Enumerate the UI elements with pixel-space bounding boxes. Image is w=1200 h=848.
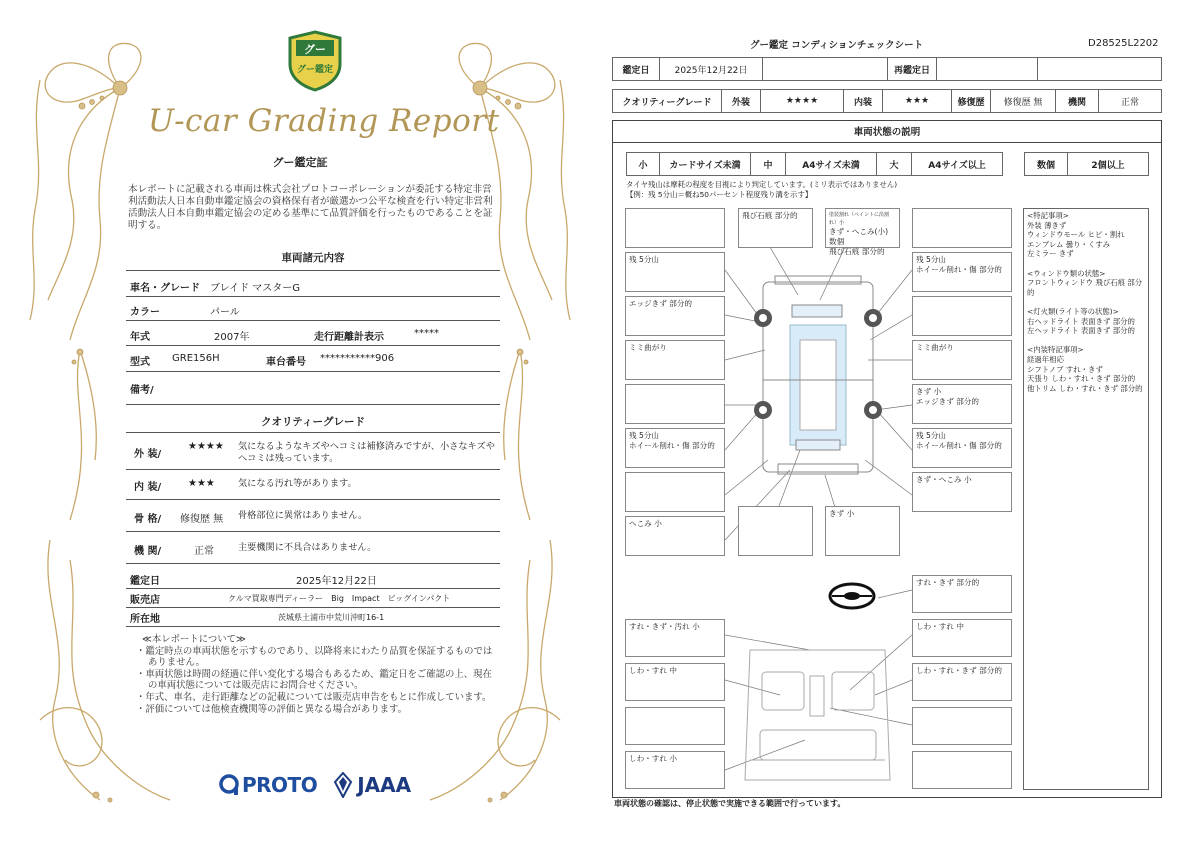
damage-note: 飛び石痕 部分的	[742, 211, 798, 220]
damage-box	[912, 340, 1012, 380]
engine-value: 正常	[194, 546, 214, 557]
exterior-text: 気になるようなキズやヘコミは補修済みですが、小さなキズやヘコミは残っています。	[238, 441, 495, 464]
damage-box	[912, 619, 1012, 657]
dealer-value: クルマ買取専門ディーラー Big Impact ビッグインパクト	[228, 594, 451, 603]
damage-note: きず・へこみ 小	[916, 475, 972, 484]
tire-note-1: タイヤ残山は摩耗の程度を目視により判定しています。(ミリ表示ではありません)	[626, 180, 898, 189]
damage-box	[825, 208, 900, 256]
damage-note: しわ・すれ 小	[629, 754, 677, 763]
damage-box	[738, 506, 813, 556]
color-value: パール	[210, 307, 240, 318]
proto-logo	[218, 773, 317, 797]
damage-note: しわ・すれ 中	[629, 666, 677, 675]
damage-note: エッジきず 部分的	[629, 299, 693, 308]
interior-view	[745, 650, 890, 780]
divider	[126, 345, 500, 346]
divider	[126, 499, 500, 500]
damage-box	[738, 208, 813, 248]
notes-line: <灯火類(ライト等の状態)>	[1027, 306, 1119, 316]
quality-label: クオリティーグレード	[612, 89, 722, 113]
notes-spacer	[1027, 297, 1145, 307]
logo-bar	[218, 770, 411, 800]
ext-label: 外装	[721, 89, 761, 113]
size-mid-desc: A4サイズ未満	[785, 152, 877, 176]
notes-line: <ウィンドウ類の状態>	[1027, 268, 1106, 278]
interior-text: 気になる汚れ等があります。	[238, 478, 357, 489]
desc-title: 車両状態の説明	[612, 120, 1162, 143]
damage-note: へこみ 小	[629, 519, 662, 528]
int-label: 内装	[843, 89, 883, 113]
note-item: ・鑑定時点の車両状態を示すものであり、以降将来にわたり品質を保証するものではありません。	[136, 645, 493, 669]
size-small: 小	[626, 152, 660, 176]
damage-note: ホイール削れ・傷 部分的	[916, 441, 1002, 450]
damage-note: すれ・きず・汚れ 小	[629, 622, 700, 631]
report-notes	[136, 634, 496, 715]
svg-text:グー鑑定: グー鑑定	[296, 65, 334, 75]
date-label: 鑑定日	[130, 576, 160, 587]
divider	[126, 270, 500, 271]
steering-wheel-icon	[830, 584, 874, 608]
damage-box	[625, 516, 725, 556]
report-title: U-car Grading Report	[148, 103, 500, 139]
remarks-label: 備考/	[130, 385, 154, 396]
size-large-desc: A4サイズ以上	[911, 152, 1003, 176]
spec-title: 車両諸元内容	[281, 252, 345, 264]
damage-box	[912, 208, 1012, 248]
repair-value: 修復歴 無	[990, 89, 1056, 113]
notes-line: 天張り しわ・すれ・きず 部分的	[1027, 374, 1136, 384]
name-value: ブレイド マスターG	[210, 283, 301, 294]
notes-line: 右ヘッドライト 表面きず 部分的	[1027, 316, 1135, 326]
repair-label: 修復歴	[951, 89, 991, 113]
damage-note: 飛び石痕 部分的	[829, 247, 885, 256]
notes-line: 経過年相応	[1027, 354, 1064, 364]
damage-note: きず 小	[829, 509, 855, 518]
damage-note: ミミ曲がり	[629, 343, 667, 352]
goo-kantei-badge	[286, 30, 344, 92]
int-stars: ★★★	[882, 89, 952, 113]
damage-box	[912, 751, 1012, 789]
exterior-label: 外 装/	[134, 449, 162, 460]
size-large: 大	[876, 152, 912, 176]
damage-note: すれ・きず 部分的	[916, 578, 980, 587]
dealer-label: 販売店	[130, 595, 160, 606]
chassis-value: ***********906	[320, 353, 395, 364]
notes-line: 他トリム しわ・すれ・きず 部分的	[1027, 383, 1143, 393]
model-label: 型式	[130, 357, 150, 368]
date-value: 2025年12月22日	[659, 57, 763, 81]
damage-box	[625, 208, 725, 248]
note-item: ・評価については他検査機関等の評価と異なる場合があります。	[136, 703, 407, 715]
note-item: ・車両状態は時間の経過に伴い変化する場合もあるため、鑑定日をご確認の上、現在の車両状態については販売店にお問合せください。	[136, 668, 492, 692]
notes-line: 左ミラー きず	[1027, 249, 1074, 259]
engine-text: 主要機関に不具合はありません。	[238, 542, 377, 553]
proto-mark-icon	[218, 773, 242, 797]
address-label: 所在地	[130, 614, 160, 625]
damage-box	[625, 428, 725, 468]
notes-line: フロントウィンドウ 飛び石痕 部分的	[1027, 278, 1143, 297]
quality-title: クオリティーグレード	[261, 416, 365, 428]
notes-line: <内装特記事項>	[1027, 345, 1084, 355]
damage-box	[912, 384, 1012, 424]
damage-note: エッジきず 部分的	[916, 397, 980, 406]
engine-label: 機関	[1055, 89, 1099, 113]
address-value: 茨城県土浦市中荒川沖町16-1	[278, 613, 385, 622]
divider	[126, 320, 500, 321]
damage-box	[912, 296, 1012, 336]
engine-value: 正常	[1098, 89, 1162, 113]
count-value: 2個以上	[1067, 152, 1149, 176]
year-value: 2007年	[214, 332, 250, 343]
note-item: ・年式、車名、走行距離などの記載については販売店申告をもとに作成しています。	[136, 691, 492, 703]
svg-text:グー: グー	[304, 43, 326, 56]
jaaa-logo	[333, 772, 411, 798]
damage-box	[625, 340, 725, 380]
damage-box	[912, 575, 1012, 613]
divider	[126, 531, 500, 532]
damage-box	[912, 252, 1012, 292]
engine-label: 機 関/	[134, 546, 162, 557]
divider	[126, 469, 500, 470]
car-top-view	[763, 276, 873, 474]
sheet-id: D28525L2202	[1088, 38, 1159, 49]
interior-stars: ★★★	[188, 478, 215, 489]
size-small-desc: カードサイズ未満	[659, 152, 751, 176]
divider	[126, 626, 500, 627]
notes-line: シフトノブ すれ・きず	[1027, 364, 1103, 374]
cert-title: グー鑑定証	[272, 156, 328, 169]
exterior-stars: ★★★★	[188, 441, 224, 452]
damage-box	[625, 751, 725, 789]
damage-note: ホイール削れ・傷 部分的	[629, 441, 715, 450]
condition-check-sheet	[600, 0, 1200, 848]
notes-line: ウィンドウモール ヒビ・割れ	[1027, 230, 1125, 240]
jaaa-logo-text: JAAA	[357, 773, 412, 797]
date-value: 2025年12月22日	[296, 576, 377, 587]
sheet-footer: 車両状態の確認は、停止状態で実施できる範囲で行っています。	[614, 799, 846, 808]
frame-label: 骨 格/	[134, 514, 162, 525]
damage-box	[912, 428, 1012, 468]
damage-box	[625, 472, 725, 512]
notes-line: 外装 薄きず	[1027, 220, 1067, 230]
damage-note: 残 5分山	[629, 431, 660, 440]
damage-box	[625, 663, 725, 701]
damage-box	[912, 472, 1012, 512]
jaaa-mark-icon	[333, 772, 353, 798]
damage-note: きず 小	[916, 387, 942, 396]
divider	[126, 371, 500, 372]
divider	[126, 588, 500, 589]
damage-note: きず・へこみ(小) 数個	[829, 227, 889, 246]
frame-text: 骨格部位に異常はありません。	[238, 510, 368, 521]
notes-line: 左ヘッドライト 表面きず 部分的	[1027, 326, 1135, 336]
divider	[126, 404, 500, 405]
tire-note-2: 【例：残 5分山＝概ね50パーセント程度残り溝を示す】	[626, 189, 813, 199]
count-label: 数個	[1024, 152, 1068, 176]
proto-logo-text: PROTO	[242, 773, 318, 797]
ext-stars: ★★★★	[760, 89, 844, 113]
notes-spacer	[1027, 259, 1145, 269]
damage-note: 残 5分山	[916, 431, 947, 440]
damage-box	[625, 384, 725, 424]
year-label: 年式	[130, 332, 150, 343]
model-value: GRE156H	[172, 353, 220, 364]
date-label: 鑑定日	[612, 57, 660, 81]
special-notes-panel	[1023, 208, 1149, 790]
divider	[126, 563, 500, 564]
mileage-value: *****	[414, 328, 439, 339]
damage-box	[625, 252, 725, 292]
notes-title: ≪本レポートについて≫	[142, 634, 246, 645]
chassis-label: 車台番号	[266, 357, 306, 368]
damage-note: ミミ曲がり	[916, 343, 954, 352]
cert-body: 本レポートに記載される車両は株式会社プロトコーポレーションが委託する特定非営利活動法人日本自動車鑑定協会の資格保有者が厳選かつ公平な検査を行い特定非営利活動法人日本自動車鑑定協会の定める基準にて品質評価を行ったものであることを証明する。	[128, 184, 493, 231]
damage-box	[825, 506, 900, 556]
frame-value: 修復歴 無	[180, 514, 224, 525]
damage-note: 残 5分山	[629, 255, 660, 264]
notes-spacer	[1027, 336, 1145, 346]
damage-box	[625, 707, 725, 745]
sheet-title: グー鑑定 コンディションチェックシート	[750, 40, 924, 51]
name-label: 車名・グレード	[130, 283, 200, 294]
damage-box	[912, 707, 1012, 745]
damage-box	[912, 663, 1012, 701]
color-label: カラー	[130, 307, 160, 318]
notes-line: エンブレム 曇り・くすみ	[1027, 239, 1111, 249]
damage-box	[625, 296, 725, 336]
damage-note: 残 5分山	[916, 255, 947, 264]
damage-box	[625, 619, 725, 657]
interior-label: 内 装/	[134, 482, 162, 493]
divider	[126, 432, 500, 433]
divider	[126, 607, 500, 608]
notes-line: <特記事項>	[1027, 211, 1069, 220]
damage-note: しわ・すれ 中	[916, 622, 964, 631]
damage-note: ホイール削れ・傷 部分的	[916, 265, 1002, 274]
damage-note: しわ・すれ・きず 部分的	[916, 666, 1002, 675]
size-mid: 中	[750, 152, 786, 176]
mileage-label: 走行距離計表示	[314, 332, 384, 343]
shield-icon	[286, 30, 344, 92]
divider	[126, 296, 500, 297]
redate-label: 再鑑定日	[887, 57, 937, 81]
damage-note: 塗装割れ（ペイントに沿割れ）小	[829, 212, 890, 226]
